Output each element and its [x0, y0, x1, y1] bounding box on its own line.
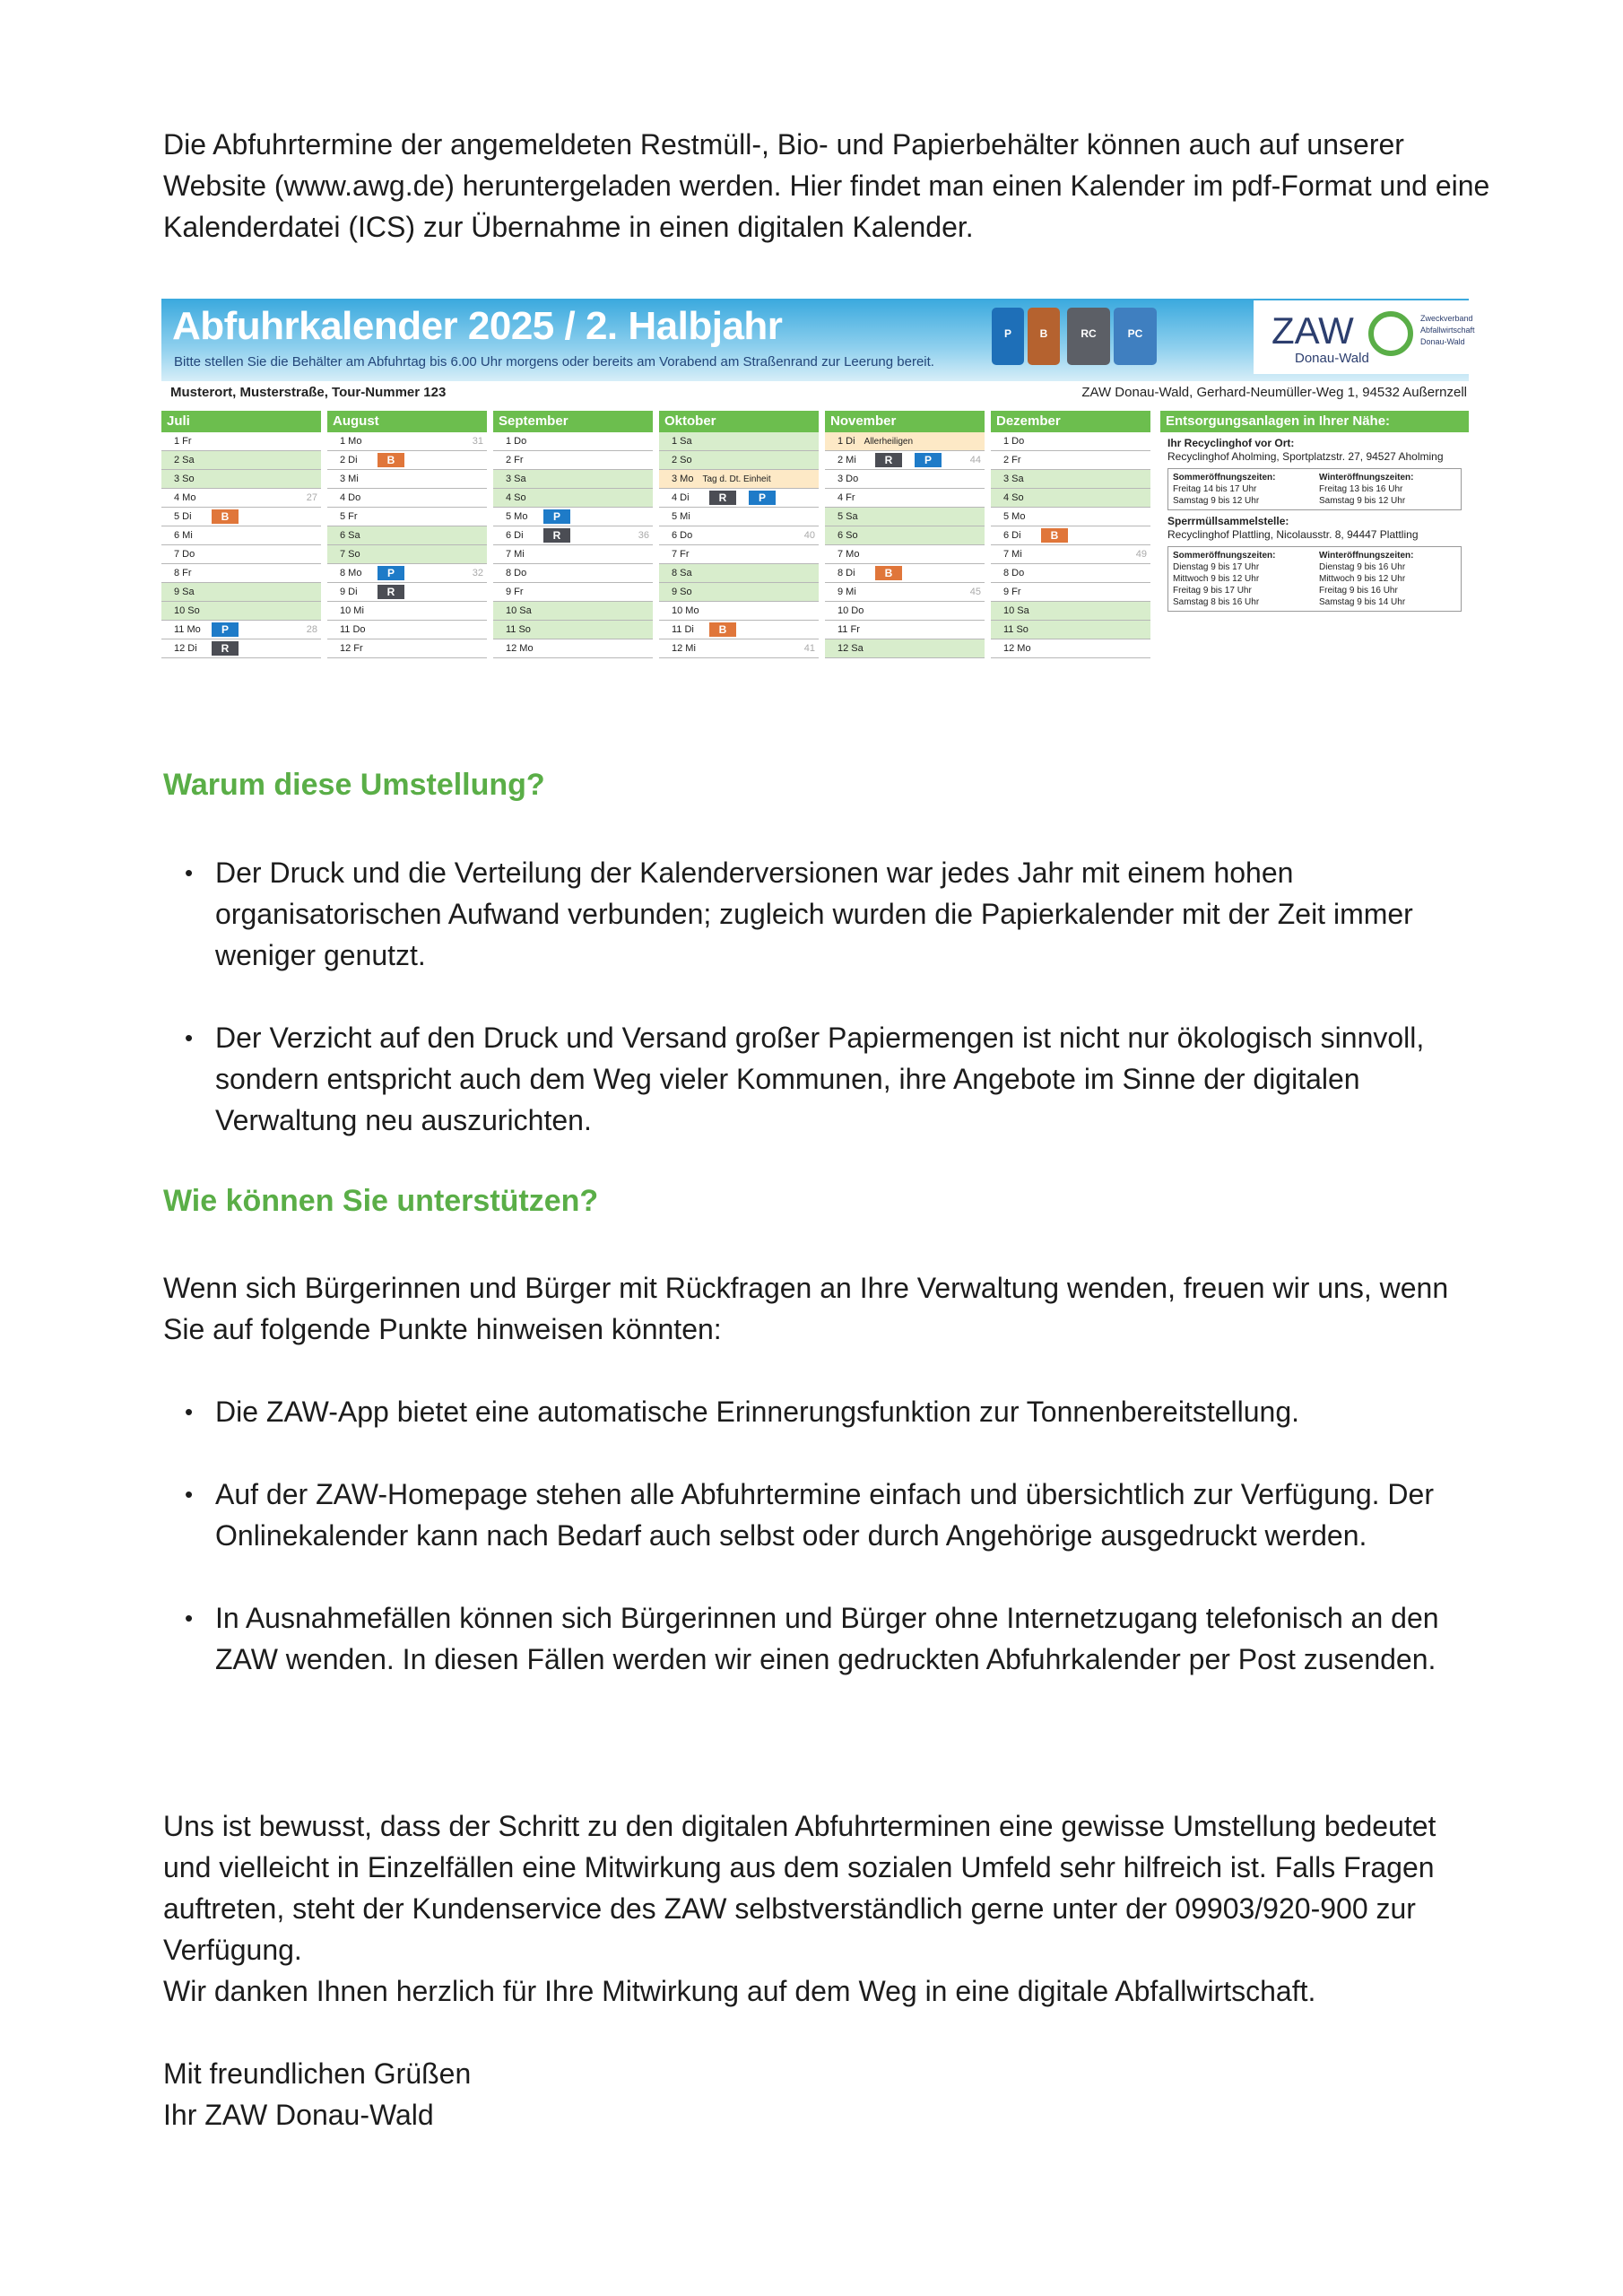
day-label: 8 Mo	[340, 568, 362, 578]
calendar-day-row	[991, 489, 1150, 508]
calendar-day-row	[493, 564, 653, 583]
week-number: 44	[969, 455, 981, 465]
calendar-day-row	[825, 451, 985, 470]
calendar-day-row	[825, 508, 985, 526]
calendar-day-row	[327, 526, 487, 545]
calendar-day-row	[825, 470, 985, 489]
day-label: 5 Mo	[506, 511, 528, 522]
day-label: 4 Do	[340, 492, 361, 503]
day-label: 12 Mo	[506, 643, 534, 654]
calendar-day-row	[659, 526, 819, 545]
day-label: 9 Fr	[1003, 587, 1021, 597]
day-label: 12 Mi	[672, 643, 696, 654]
day-label: 7 So	[340, 549, 360, 560]
why-list	[163, 852, 1490, 1141]
day-label: 5 Mo	[1003, 511, 1026, 522]
sidebar-header: Entsorgungsanlagen in Ihrer Nähe:	[1160, 411, 1469, 432]
calendar-day-row	[825, 602, 985, 621]
day-label: 8 Do	[506, 568, 527, 578]
day-label: 2 Sa	[174, 455, 195, 465]
calendar-day-row	[659, 545, 819, 564]
pickup-badge: P	[915, 453, 942, 467]
calendar-day-row	[161, 489, 321, 508]
day-label: 6 Di	[506, 530, 524, 541]
recycling-hours: Sommeröffnungszeiten: Freitag 14 bis 17 Uhr Samstag 9 bis 12 Uhr Winteröffnungszeiten: Freitag 13 bis 16 Uhr Samstag 9 bis 12 Uhr	[1167, 468, 1462, 510]
day-label: 12 Mo	[1003, 643, 1031, 654]
day-label: 5 Sa	[838, 511, 858, 522]
day-label: 1 Di	[838, 436, 855, 447]
list-item: • In Ausnahmefällen können sich Bürgerinnen und Bürger ohne Internetzugang telefonisch an den ZAW wenden. In diesen Fällen werden wir einen gedruckten Abfuhrkalender per Post zusenden.	[163, 1597, 1490, 1680]
recycle-icon	[1368, 311, 1413, 356]
day-label: 3 Mo	[672, 474, 694, 484]
pickup-badge: R	[709, 491, 736, 505]
thanks-paragraph: Wir danken Ihnen herzlich für Ihre Mitwirkung auf dem Weg in eine digitale Abfallwirtschaft.	[163, 1975, 1316, 2007]
day-label: 7 Mo	[838, 549, 860, 560]
month-header: Juli	[161, 411, 321, 432]
day-label: 6 Mi	[174, 530, 193, 541]
list-item: • Der Verzicht auf den Druck und Versand großer Papiermengen ist nicht nur ökologisch sinnvoll, sondern entspricht auch dem Weg vieler Kommunen, ihre Angebote im Sinne der digitalen Verwaltung neu auszurichten.	[163, 1017, 1490, 1141]
calendar-day-row	[991, 470, 1150, 489]
calendar-day-row	[493, 470, 653, 489]
closing-paragraph: Uns ist bewusst, dass der Schritt zu den digitalen Abfuhrterminen eine gewisse Umstellung bedeutet und vielleicht in Einzelfällen eine Mitwirkung aus dem sozialen Umfeld sehr hilfreich ist. Falls Fragen auftreten, steht der Kundenservice des ZAW selbstverständlich gerne unter der 09903/920-900 zur Verfügung.	[163, 1810, 1436, 1966]
calendar-day-row	[161, 639, 321, 658]
calendar-day-row	[991, 526, 1150, 545]
day-label: 8 Di	[838, 568, 855, 578]
calendar-day-row	[161, 602, 321, 621]
calendar-day-row	[161, 508, 321, 526]
calendar-day-row	[493, 545, 653, 564]
month-column	[659, 411, 819, 658]
day-label: 3 So	[174, 474, 195, 484]
day-label: 1 Do	[506, 436, 527, 447]
calendar-day-row	[327, 432, 487, 451]
calendar-day-row	[493, 621, 653, 639]
calendar-day-row	[991, 451, 1150, 470]
bulky-info: Sperrmüllsammelstelle: Recyclinghof Plattling, Nicolausstr. 8, 94447 Plattling	[1167, 515, 1419, 541]
calendar-day-row	[991, 602, 1150, 621]
day-label: 11 Do	[340, 624, 366, 635]
week-number: 32	[472, 568, 483, 578]
day-label: 4 Mo	[174, 492, 196, 503]
calendar-day-row	[161, 564, 321, 583]
calendar-day-row	[991, 621, 1150, 639]
month-header: September	[493, 411, 653, 432]
recycling-info: Ihr Recyclinghof vor Ort: Recyclinghof Aholming, Sportplatzstr. 27, 94527 Aholming	[1167, 437, 1444, 463]
calendar-day-row	[493, 639, 653, 658]
calendar-day-row	[825, 583, 985, 602]
support-intro: Wenn sich Bürgerinnen und Bürger mit Rückfragen an Ihre Verwaltung wenden, freuen wir uns, wenn Sie auf folgende Punkte hinweisen könnten:	[163, 1272, 1449, 1345]
day-label: 2 Di	[340, 455, 358, 465]
week-number: 49	[1135, 549, 1147, 560]
calendar-day-row	[161, 545, 321, 564]
zaw-logo: ZAW Donau-Wald Zweckverband Abfallwirtschaft Donau-Wald	[1254, 300, 1469, 374]
day-label: 6 Di	[1003, 530, 1021, 541]
calendar-day-row	[825, 564, 985, 583]
list-item: • Auf der ZAW-Homepage stehen alle Abfuhrtermine einfach und übersichtlich zur Verfügung. Der Onlinekalender kann nach Bedarf auch selbst oder durch Angehörige ausgedruckt werden.	[163, 1474, 1490, 1556]
calendar-day-row	[991, 508, 1150, 526]
day-label: 2 Fr	[506, 455, 524, 465]
pickup-badge: B	[875, 566, 902, 580]
calendar-day-row	[327, 451, 487, 470]
calendar-day-row	[327, 621, 487, 639]
day-label: 1 Mo	[340, 436, 362, 447]
calendar-day-row	[991, 545, 1150, 564]
day-label: 2 Fr	[1003, 455, 1021, 465]
day-label: 11 So	[506, 624, 531, 635]
day-label: 2 So	[672, 455, 692, 465]
calendar-day-row	[825, 432, 985, 451]
day-label: 6 Sa	[340, 530, 360, 541]
calendar-sender: ZAW Donau-Wald, Gerhard-Neumüller-Weg 1, 94532 Außernzell	[1081, 385, 1467, 400]
month-column	[825, 411, 985, 658]
calendar-day-row	[659, 583, 819, 602]
list-item: • Die ZAW-App bietet eine automatische Erinnerungsfunktion zur Tonnenbereitstellung.	[163, 1391, 1490, 1432]
pickup-badge: R	[378, 585, 404, 599]
calendar-day-row	[327, 508, 487, 526]
day-label: 1 Do	[1003, 436, 1025, 447]
calendar-day-row	[161, 526, 321, 545]
month-header: Dezember	[991, 411, 1150, 432]
day-label: 6 Do	[672, 530, 693, 541]
calendar-day-row	[161, 470, 321, 489]
day-label: 11 Di	[672, 624, 694, 635]
calendar-day-row	[327, 583, 487, 602]
holiday-label: Allerheiligen	[864, 437, 914, 447]
day-label: 10 Mo	[672, 605, 699, 616]
calendar-day-row	[825, 639, 985, 658]
month-column	[327, 411, 487, 658]
support-list	[163, 1391, 1490, 1680]
week-number: 36	[638, 530, 649, 541]
calendar-day-row	[161, 583, 321, 602]
calendar-day-row	[493, 489, 653, 508]
day-label: 9 Di	[340, 587, 358, 597]
calendar-day-row	[825, 545, 985, 564]
calendar-header	[161, 299, 1475, 381]
calendar-day-row	[327, 545, 487, 564]
calendar-day-row	[493, 432, 653, 451]
day-label: 5 Fr	[340, 511, 358, 522]
week-number: 31	[472, 436, 483, 447]
signoff-name: Ihr ZAW Donau-Wald	[163, 2099, 434, 2131]
day-label: 4 Fr	[838, 492, 855, 503]
pickup-badge: P	[749, 491, 776, 505]
day-label: 5 Di	[174, 511, 192, 522]
pickup-badge: P	[378, 566, 404, 580]
day-label: 3 Sa	[506, 474, 526, 484]
day-label: 12 Di	[174, 643, 197, 654]
day-label: 7 Fr	[672, 549, 690, 560]
month-header: Oktober	[659, 411, 819, 432]
calendar-day-row	[659, 489, 819, 508]
day-label: 11 So	[1003, 624, 1028, 635]
calendar-day-row	[659, 602, 819, 621]
calendar-day-row	[991, 583, 1150, 602]
calendar-day-row	[825, 621, 985, 639]
calendar-day-row	[659, 564, 819, 583]
calendar-day-row	[493, 526, 653, 545]
pickup-badge: R	[543, 528, 570, 543]
calendar-notice: Bitte stellen Sie die Behälter am Abfuhrtag bis 6.00 Uhr morgens oder bereits am Vorabend am Straßenrand zur Leerung bereit.	[174, 354, 934, 370]
day-label: 9 So	[672, 587, 692, 597]
month-column	[991, 411, 1150, 658]
calendar-day-row	[327, 639, 487, 658]
calendar-image	[161, 299, 1475, 711]
pickup-badge: R	[212, 641, 239, 656]
day-label: 7 Mi	[1003, 549, 1022, 560]
day-label: 3 Mi	[340, 474, 359, 484]
bulky-hours: Sommeröffnungszeiten: Dienstag 9 bis 17 Uhr Mittwoch 9 bis 12 Uhr Freitag 9 bis 17 Uhr Samstag 8 bis 16 Uhr Winteröffnungszeiten: Dienstag 9 bis 16 Uhr Mittwoch 9 bis 12 Uhr Freitag 9 bis 16 Uhr Samstag 9 bis 14 Uhr	[1167, 546, 1462, 612]
calendar-day-row	[327, 470, 487, 489]
day-label: 9 Mi	[838, 587, 856, 597]
calendar-day-row	[991, 564, 1150, 583]
day-label: 7 Do	[174, 549, 195, 560]
day-label: 10 Sa	[1003, 605, 1029, 616]
day-label: 9 Sa	[174, 587, 195, 597]
calendar-day-row	[327, 564, 487, 583]
calendar-day-row	[161, 621, 321, 639]
month-column	[161, 411, 321, 658]
calendar-day-row	[493, 583, 653, 602]
calendar-day-row	[991, 432, 1150, 451]
week-number: 28	[306, 624, 317, 635]
week-number: 40	[803, 530, 815, 541]
pickup-badge: B	[378, 453, 404, 467]
calendar-day-row	[161, 432, 321, 451]
pickup-badge: R	[875, 453, 902, 467]
day-label: 4 So	[1003, 492, 1024, 503]
calendar-title: Abfuhrkalender 2025 / 2. Halbjahr	[172, 304, 783, 348]
week-number: 45	[969, 587, 981, 597]
section-heading-why: Warum diese Umstellung?	[163, 768, 545, 802]
calendar-day-row	[659, 432, 819, 451]
day-label: 10 Sa	[506, 605, 532, 616]
day-label: 7 Mi	[506, 549, 525, 560]
month-column	[493, 411, 653, 658]
week-number: 27	[306, 492, 317, 503]
day-label: 11 Fr	[838, 624, 860, 635]
day-label: 12 Fr	[340, 643, 363, 654]
pickup-badge: B	[1041, 528, 1068, 543]
calendar-day-row	[493, 451, 653, 470]
day-label: 2 Mi	[838, 455, 856, 465]
day-label: 11 Mo	[174, 624, 201, 635]
day-label: 10 So	[174, 605, 200, 616]
day-label: 8 Sa	[672, 568, 692, 578]
day-label: 10 Mi	[340, 605, 364, 616]
day-label: 1 Sa	[672, 436, 692, 447]
day-label: 4 Di	[672, 492, 690, 503]
calendar-day-row	[161, 451, 321, 470]
calendar-day-row	[659, 508, 819, 526]
intro-paragraph: Die Abfuhrtermine der angemeldeten Restmüll-, Bio- und Papierbehälter können auch auf unserer Website (www.awg.de) heruntergeladen werden. Hier findet man einen Kalender im pdf-Format und eine Kalenderdatei (ICS) zur Übernahme in einen digitalen Kalender.	[163, 128, 1490, 243]
calendar-day-row	[825, 526, 985, 545]
day-label: 9 Fr	[506, 587, 524, 597]
calendar-day-row	[327, 489, 487, 508]
calendar-day-row	[327, 602, 487, 621]
week-number: 41	[803, 643, 815, 654]
calendar-sidebar	[1160, 411, 1469, 612]
day-label: 1 Fr	[174, 436, 192, 447]
day-label: 3 Sa	[1003, 474, 1024, 484]
month-header: August	[327, 411, 487, 432]
month-header: November	[825, 411, 985, 432]
bio-bin-icon: B	[1028, 308, 1060, 365]
calendar-address: Musterort, Musterstraße, Tour-Nummer 123	[170, 385, 447, 400]
day-label: 12 Sa	[838, 643, 864, 654]
calendar-day-row	[659, 451, 819, 470]
day-label: 8 Do	[1003, 568, 1025, 578]
calendar-day-row	[659, 470, 819, 489]
calendar-day-row	[659, 639, 819, 658]
calendar-day-row	[493, 602, 653, 621]
section-heading-support: Wie können Sie unterstützen?	[163, 1184, 599, 1218]
rc-bin-icon: RC	[1067, 308, 1110, 365]
calendar-day-row	[493, 508, 653, 526]
signoff-line: Mit freundlichen Grüßen	[163, 2057, 472, 2090]
pickup-badge: P	[543, 509, 570, 524]
pc-bin-icon: PC	[1114, 308, 1157, 365]
day-label: 8 Fr	[174, 568, 192, 578]
pickup-badge: P	[212, 622, 239, 637]
pickup-badge: B	[212, 509, 239, 524]
paper-bin-icon: P	[992, 308, 1024, 365]
calendar-day-row	[659, 621, 819, 639]
day-label: 3 Do	[838, 474, 859, 484]
day-label: 4 So	[506, 492, 526, 503]
pickup-badge: B	[709, 622, 736, 637]
holiday-label: Tag d. Dt. Einheit	[702, 474, 771, 484]
calendar-day-row	[825, 489, 985, 508]
day-label: 6 So	[838, 530, 858, 541]
day-label: 10 Do	[838, 605, 864, 616]
list-item: • Der Druck und die Verteilung der Kalenderversionen war jedes Jahr mit einem hohen organisatorischen Aufwand verbunden; zugleich wurden die Papierkalender mit der Zeit immer weniger genutzt.	[163, 852, 1490, 976]
day-label: 5 Mi	[672, 511, 690, 522]
calendar-day-row	[991, 639, 1150, 658]
